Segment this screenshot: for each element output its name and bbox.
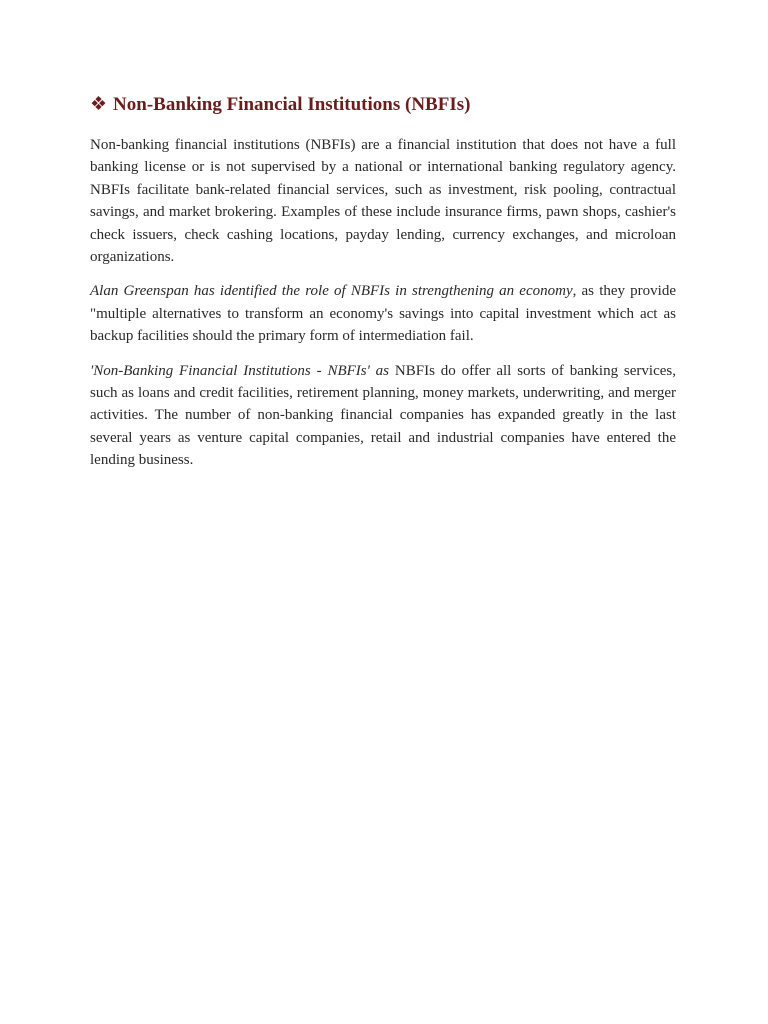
diamond-bullet-icon: ❖ <box>90 94 108 115</box>
paragraph-services <box>90 360 676 472</box>
paragraph-services-text: NBFIs do offer all sorts of banking services, such as loans and credit facilities, retirement planning, money markets, underwriting, and merger activities. The number of non-banking financial companies has expanded greatly in the last several years as venture capital companies, retail and industrial companies have entered the lending business. <box>90 362 676 469</box>
section-heading <box>90 92 676 118</box>
paragraph-definition: Non-banking financial institutions (NBFIs) are a financial institution that does not have a full banking license or is not supervised by a national or international banking regulatory agency. NBFIs facilitate bank-related financial services, such as investment, risk pooling, contractual savings, and market brokering. Examples of these include insurance firms, pawn shops, cashier's check issuers, check cashing locations, payday lending, currency exchanges, and microloan organizations. <box>90 137 676 266</box>
paragraph-services-italic: 'Non-Banking Financial Institutions - NBFIs' as <box>90 362 390 379</box>
document-content <box>90 92 676 484</box>
section-heading-text: Non-Banking Financial Institutions (NBFIs) <box>113 94 471 115</box>
paragraph-greenspan-text: , as they provide "multiple alternatives to transform an economy's savings into capital investment which act as backup facilities should the primary form of intermediation fail. <box>90 283 677 345</box>
paragraph-greenspan-italic: Alan Greenspan has identified the role of NBFIs in strengthening an economy <box>90 283 573 300</box>
paragraph-greenspan <box>90 280 676 347</box>
